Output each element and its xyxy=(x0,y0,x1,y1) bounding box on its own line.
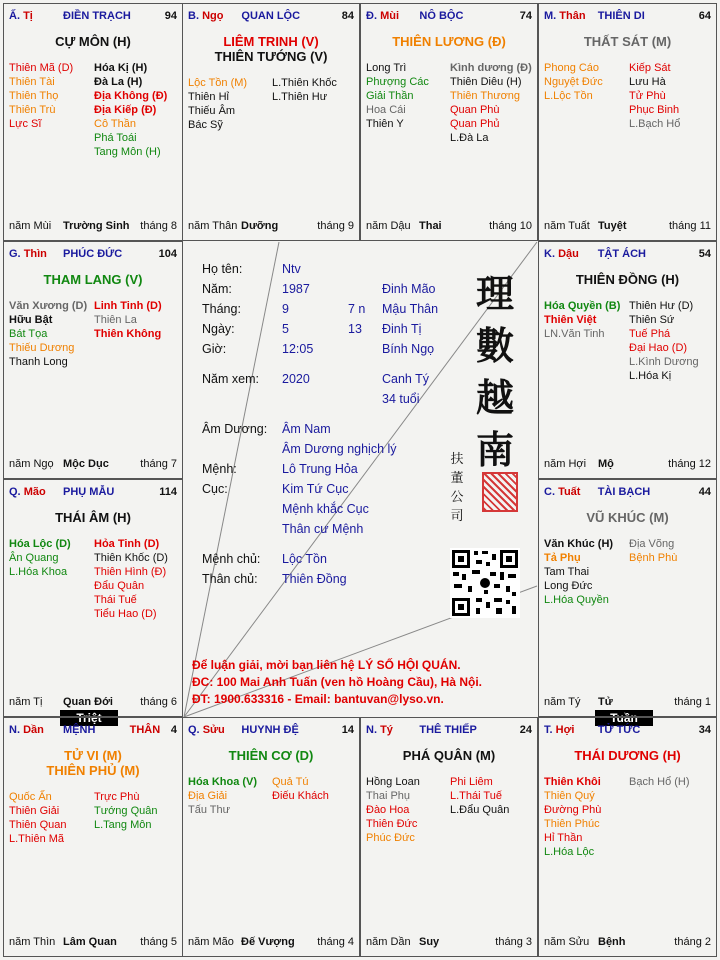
minor-stars-left xyxy=(188,76,247,132)
life-stage: Tuyệt xyxy=(598,220,627,232)
branch-label: Ấ. Tị xyxy=(9,10,33,22)
palace-name: PHỤ MẪU xyxy=(63,486,115,498)
hour-label: Giờ: xyxy=(202,342,227,356)
minor-star: Bát Tọa xyxy=(9,328,48,340)
palace-number: 114 xyxy=(159,486,177,498)
minor-star: Thiên Đức xyxy=(366,818,418,830)
calligraphy-logo xyxy=(465,268,525,476)
minor-star: Phúc Đức xyxy=(366,832,415,844)
minor-stars-left xyxy=(9,61,73,131)
minor-star: Thiên Hình (Đ) xyxy=(94,566,167,578)
main-star: THIÊN PHỦ (M) xyxy=(46,763,140,778)
minor-star: Tả Phụ xyxy=(544,552,581,564)
minor-star: Quan Phủ xyxy=(450,118,500,130)
palace-cell-ti xyxy=(360,717,538,957)
month-label: tháng 6 xyxy=(140,696,177,708)
month-label: tháng 3 xyxy=(495,936,532,948)
palace-number: 44 xyxy=(698,486,711,498)
minor-star: Thiên Không xyxy=(94,328,162,340)
life-stage: Quan Đới xyxy=(63,696,113,708)
main-star: THIÊN CƠ (D) xyxy=(228,748,314,763)
palace-footer xyxy=(544,936,711,950)
palace-footer xyxy=(188,220,354,234)
year-label: năm Thân xyxy=(188,220,238,232)
year-label: năm Hợi xyxy=(544,458,587,470)
minor-star: Lộc Tồn (M) xyxy=(188,77,248,89)
minor-star: Thiên Hỉ xyxy=(188,91,229,103)
month-label: Tháng: xyxy=(202,302,241,316)
palace-cell-tuat xyxy=(538,479,717,717)
view-year-can: Canh Tý xyxy=(382,372,430,386)
minor-star: Hỉ Thần xyxy=(544,832,583,844)
minor-star: Cô Thần xyxy=(94,118,136,130)
seal-char: 公 xyxy=(450,490,464,505)
calligraphy-char: 數 xyxy=(475,323,514,368)
main-star: TỬ VI (M) xyxy=(64,748,122,763)
minor-stars-left xyxy=(188,775,257,817)
branch-label: Q. Sửu xyxy=(188,724,225,736)
minor-star: Thái Tuế xyxy=(94,594,137,606)
life-stage: Đế Vượng xyxy=(241,936,295,948)
side-seal-text xyxy=(448,450,466,526)
minor-stars-right xyxy=(272,775,329,803)
minor-star: LN.Văn Tinh xyxy=(544,328,605,340)
branch-label: N. Tý xyxy=(366,724,393,736)
palace-footer xyxy=(544,458,711,472)
minor-stars-left xyxy=(366,775,420,845)
minor-stars-left xyxy=(544,537,613,607)
palace-number: 84 xyxy=(341,10,354,22)
calligraphy-char: 理 xyxy=(475,271,514,316)
minor-star: Lực Sĩ xyxy=(9,118,42,130)
palace-cell-thin xyxy=(3,241,183,479)
minor-star: Phượng Các xyxy=(366,76,429,88)
branch-label: Đ. Mùi xyxy=(366,10,400,22)
minor-stars-right xyxy=(629,299,699,383)
palace-number: 14 xyxy=(341,724,354,736)
life-stage: Mộc Dục xyxy=(63,458,109,470)
minor-star: Tử Phù xyxy=(629,90,666,102)
year-label: năm Thìn xyxy=(9,936,56,948)
month-label: tháng 1 xyxy=(674,696,711,708)
palace-name: TẬT ÁCH xyxy=(597,248,646,260)
minor-star: L.Đà La xyxy=(450,132,489,144)
than-chu-label: Thân chủ: xyxy=(202,572,258,586)
main-star: THÁI ÂM (H) xyxy=(55,510,131,525)
year-label: năm Ngọ xyxy=(9,458,54,470)
notice-contact: Để luận giải, mời bạn liên hệ LÝ SỐ HỘI QUÁN. xyxy=(192,658,461,672)
main-star: THÁI DƯƠNG (H) xyxy=(574,748,681,763)
minor-star: Địa Võng xyxy=(629,538,675,550)
view-year-label: Năm xem: xyxy=(202,372,259,386)
qr-code[interactable] xyxy=(450,548,520,618)
age-value: 34 tuổi xyxy=(382,392,420,406)
seal-char: 扶 xyxy=(450,452,464,467)
month-label: tháng 2 xyxy=(674,936,711,948)
minor-star: L.Bạch Hổ xyxy=(629,118,681,130)
palace-footer xyxy=(9,220,177,234)
minor-star: Trực Phù xyxy=(94,791,140,803)
life-stage: Thai xyxy=(419,220,442,232)
minor-star: Tướng Quân xyxy=(94,805,158,817)
name-value: Ntv xyxy=(282,262,301,276)
minor-star: Thiên Phúc xyxy=(544,818,600,830)
month-label: tháng 7 xyxy=(140,458,177,470)
minor-star: Địa Không (Đ) xyxy=(94,90,168,102)
minor-star: Đẩu Quân xyxy=(94,580,145,592)
minor-star: Ân Quang xyxy=(9,552,59,564)
minor-star: Hóa Kị (H) xyxy=(94,62,148,74)
minor-stars-right xyxy=(272,76,337,104)
life-stage: Mộ xyxy=(598,458,614,470)
branch-label: T. Hợi xyxy=(544,724,575,736)
minor-star: Thiên Y xyxy=(366,118,404,130)
palace-name: MỆNH xyxy=(63,724,96,736)
menh-label: Mệnh: xyxy=(202,462,237,476)
minor-star: Thai Phụ xyxy=(366,790,411,802)
year-label: năm Mão xyxy=(188,936,234,948)
seal-char: 董 xyxy=(450,471,464,486)
minor-stars-right xyxy=(629,775,690,789)
minor-star: Đường Phù xyxy=(544,804,602,816)
palace-footer xyxy=(9,936,177,950)
palace-number: 24 xyxy=(519,724,532,736)
palace-footer xyxy=(188,936,354,950)
year-label: Năm: xyxy=(202,282,232,296)
minor-star: Văn Xương (D) xyxy=(9,300,88,312)
day-value: 5 xyxy=(282,322,289,336)
minor-star: Thiên Thương xyxy=(450,90,521,102)
year-label: năm Tuất xyxy=(544,220,590,232)
minor-star: Tam Thai xyxy=(544,566,590,578)
minor-star: Hoa Cái xyxy=(366,104,406,116)
main-star: CỰ MÔN (H) xyxy=(55,34,131,49)
palace-footer xyxy=(9,458,177,472)
palace-name: PHÚC ĐỨC xyxy=(63,248,123,260)
month-label: tháng 5 xyxy=(140,936,177,948)
minor-star: Long Đức xyxy=(544,580,593,592)
minor-stars-left xyxy=(544,61,603,103)
palace-cell-dau xyxy=(538,241,717,479)
palace-cell-than xyxy=(538,3,717,241)
minor-stars-right xyxy=(450,61,532,145)
main-star: THAM LANG (V) xyxy=(43,272,143,287)
cuc-note-2: Thân cư Mệnh xyxy=(282,522,364,536)
main-star: LIÊM TRINH (V) xyxy=(223,34,319,49)
palace-cell-ty xyxy=(3,3,183,241)
palace-number: 74 xyxy=(519,10,532,22)
minor-star: Thiên Diêu (H) xyxy=(450,76,522,88)
palace-cell-suu xyxy=(182,717,360,957)
minor-star: Kình dương (Đ) xyxy=(450,62,532,74)
minor-star: L.Lộc Tồn xyxy=(544,90,593,102)
month-label: tháng 4 xyxy=(317,936,354,948)
year-label: năm Dần xyxy=(366,936,411,948)
main-star: THẤT SÁT (M) xyxy=(583,34,672,49)
minor-star: L.Hóa Kị xyxy=(629,370,672,382)
minor-star: Tiểu Hao (D) xyxy=(94,608,157,620)
minor-star: Thiên Việt xyxy=(544,314,597,326)
palace-name: HUYNH ĐỆ xyxy=(241,724,299,736)
hour-can: Bính Ngọ xyxy=(382,342,435,356)
minor-star: Thiên Tài xyxy=(9,76,55,88)
palace-cell-ngo xyxy=(182,3,360,241)
minor-stars-right xyxy=(94,61,167,159)
minor-star: L.Hóa Lộc xyxy=(544,846,595,858)
main-star: THIÊN ĐỒNG (H) xyxy=(575,272,680,287)
minor-star: L.Tang Môn xyxy=(94,819,152,831)
minor-stars-left xyxy=(9,790,66,846)
palace-name: QUAN LỘC xyxy=(241,10,301,22)
branch-label: G. Thìn xyxy=(9,248,47,260)
palace-cell-dan xyxy=(3,717,183,957)
branch-label: M. Thân xyxy=(544,10,586,22)
notice-phone-email: ĐT: 1900.633316 - Email: bantuvan@lyso.vn. xyxy=(192,692,444,706)
month-value: 9 xyxy=(282,302,289,316)
palace-name: TỬ TỨC xyxy=(597,724,641,736)
branch-label: Q. Mão xyxy=(9,486,46,498)
month-extra: 7 n xyxy=(348,302,366,316)
menh-chu-label: Mệnh chủ: xyxy=(202,552,261,566)
minor-star: Thiên Thọ xyxy=(9,90,59,102)
seal-char: 司 xyxy=(450,509,464,524)
minor-star: L.Kình Dương xyxy=(629,356,699,368)
minor-star: L.Hóa Quyền xyxy=(544,594,609,606)
year-value: 1987 xyxy=(282,282,310,296)
than-palace-name: THÂN xyxy=(129,724,161,736)
palace-name: THIÊN DI xyxy=(597,10,645,22)
palace-name: NÔ BỘC xyxy=(419,10,464,22)
minor-star: Đào Hoa xyxy=(366,804,410,816)
minor-star: Lưu Hà xyxy=(629,76,666,88)
life-stage: Trường Sinh xyxy=(63,220,130,232)
cuc-value: Kim Tứ Cục xyxy=(282,482,349,496)
minor-star: Tấu Thư xyxy=(188,804,231,816)
month-label: tháng 11 xyxy=(668,220,711,232)
minor-star: Thiên Trù xyxy=(9,104,56,116)
minor-star: Tuế Phá xyxy=(629,328,671,340)
minor-star: Văn Khúc (H) xyxy=(544,538,614,550)
minor-stars-right xyxy=(94,299,162,341)
year-label: năm Sửu xyxy=(544,936,590,948)
palace-number: 4 xyxy=(170,724,177,736)
palace-name: TÀI BẠCH xyxy=(597,486,651,498)
minor-star: Địa Giải xyxy=(188,790,228,802)
minor-star: L.Đẩu Quân xyxy=(450,804,510,816)
minor-star: Thiên La xyxy=(94,314,137,326)
minor-star: L.Thái Tuế xyxy=(450,790,502,802)
palace-cell-hoi xyxy=(538,717,717,957)
palace-cell-mui xyxy=(360,3,538,241)
minor-star: Thiên Mã (D) xyxy=(9,62,74,74)
minor-star: L.Thiên Hư xyxy=(272,91,328,103)
amduong-note: Âm Dương nghịch lý xyxy=(282,442,397,456)
minor-star: Thiên Quý xyxy=(544,790,595,802)
amduong-value: Âm Nam xyxy=(282,422,331,436)
palace-footer xyxy=(366,936,532,950)
palace-cell-mao xyxy=(3,479,183,717)
palace-name: ĐIỀN TRẠCH xyxy=(63,10,131,22)
palace-name: THÊ THIẾP xyxy=(419,724,477,736)
minor-star: Thiên Hư (D) xyxy=(629,300,694,312)
month-label: tháng 12 xyxy=(668,458,711,470)
minor-star: Hồng Loan xyxy=(366,776,420,788)
year-label: năm Tị xyxy=(9,696,43,708)
minor-star: Thiếu Âm xyxy=(188,105,236,117)
minor-star: Tang Môn (H) xyxy=(94,146,161,158)
minor-star: Thiên Quan xyxy=(9,819,67,831)
palace-footer xyxy=(544,696,711,710)
minor-star: Hóa Khoa (V) xyxy=(188,776,258,788)
minor-star: Địa Kiếp (Đ) xyxy=(94,104,157,116)
than-chu-value: Thiên Đồng xyxy=(282,572,347,586)
minor-star: Hóa Quyền (B) xyxy=(544,300,621,312)
minor-star: Long Trì xyxy=(366,62,407,74)
minor-stars-right xyxy=(629,537,677,565)
minor-star: Phong Cáo xyxy=(544,62,600,74)
branch-label: C. Tuất xyxy=(544,486,581,498)
minor-star: Thiên Khôi xyxy=(544,776,601,788)
minor-star: L.Thiên Mã xyxy=(9,833,65,845)
center-info-panel xyxy=(180,238,535,714)
minor-star: Nguyệt Đức xyxy=(544,76,603,88)
month-label: tháng 9 xyxy=(317,220,354,232)
year-label: năm Tý xyxy=(544,696,581,708)
minor-star: Quốc Ấn xyxy=(9,791,52,803)
minor-star: Quả Tú xyxy=(272,776,309,788)
life-stage: Suy xyxy=(419,936,440,948)
life-stage: Lâm Quan xyxy=(63,936,117,948)
minor-star: Kiếp Sát xyxy=(629,62,671,74)
life-stage: Dưỡng xyxy=(241,220,279,232)
branch-label: K. Dậu xyxy=(544,248,579,260)
palace-footer xyxy=(9,696,177,710)
month-label: tháng 10 xyxy=(489,220,532,232)
cuc-note: Mệnh khắc Cục xyxy=(282,502,369,516)
main-star: THIÊN TƯỚNG (V) xyxy=(214,49,328,64)
life-stage: Bệnh xyxy=(598,936,626,948)
minor-star: Bác Sỹ xyxy=(188,119,223,131)
minor-star: Điếu Khách xyxy=(272,790,329,802)
minor-stars-left xyxy=(366,61,429,131)
life-stage: Tử xyxy=(598,696,613,708)
day-label: Ngày: xyxy=(202,322,235,336)
minor-star: Bệnh Phù xyxy=(629,552,678,564)
minor-star: Hỏa Tinh (D) xyxy=(94,538,160,550)
year-label: năm Mùi xyxy=(9,220,52,232)
minor-star: Giải Thần xyxy=(366,90,414,102)
minor-stars-right xyxy=(94,790,158,832)
minor-stars-right xyxy=(94,537,168,621)
branch-label: N. Dần xyxy=(9,724,44,736)
month-label: tháng 8 xyxy=(140,220,177,232)
minor-star: L.Thiên Khốc xyxy=(272,77,337,89)
cuc-label: Cục: xyxy=(202,482,228,496)
palace-number: 94 xyxy=(164,10,177,22)
minor-star: Linh Tinh (D) xyxy=(94,300,162,312)
minor-stars-right xyxy=(629,61,680,131)
minor-star: Thiên Sứ xyxy=(629,314,675,326)
minor-star: Phá Toái xyxy=(94,132,137,144)
minor-star: Bạch Hổ (H) xyxy=(629,776,690,788)
minor-star: Quan Phù xyxy=(450,104,500,116)
minor-star: L.Hóa Khoa xyxy=(9,566,68,578)
tuan-tag: Tuần xyxy=(595,710,653,726)
main-star: PHÁ QUÂN (M) xyxy=(402,748,496,763)
branch-label: B. Ngọ xyxy=(188,10,224,22)
year-label: năm Dậu xyxy=(366,220,411,232)
year-can: Đinh Mão xyxy=(382,282,436,296)
minor-star: Phục Binh xyxy=(629,104,680,116)
day-can: Đinh Tị xyxy=(382,322,422,336)
menh-chu-value: Lộc Tồn xyxy=(282,552,327,566)
main-star: THIÊN LƯƠNG (Đ) xyxy=(392,34,506,49)
minor-star: Đà La (H) xyxy=(94,76,143,88)
palace-number: 54 xyxy=(698,248,711,260)
month-can: Mậu Thân xyxy=(382,302,439,316)
minor-star: Đại Hao (D) xyxy=(629,342,688,354)
view-year-value: 2020 xyxy=(282,372,310,386)
hour-value: 12:05 xyxy=(282,342,314,356)
minor-star: Phi Liêm xyxy=(450,776,493,788)
menh-value: Lô Trung Hỏa xyxy=(282,462,358,476)
palace-footer xyxy=(366,220,532,234)
palace-number: 64 xyxy=(698,10,711,22)
day-lunar: 13 xyxy=(348,322,362,336)
minor-star: Thiên Giải xyxy=(9,805,60,817)
triet-tag: Triệt xyxy=(60,710,118,726)
amduong-label: Âm Dương: xyxy=(202,422,268,436)
palace-footer xyxy=(544,220,711,234)
minor-star: Hữu Bật xyxy=(9,314,53,326)
calligraphy-char: 南 xyxy=(475,427,514,472)
red-seal-stamp xyxy=(482,472,518,512)
palace-number: 104 xyxy=(158,248,177,260)
minor-star: Thanh Long xyxy=(9,356,68,368)
minor-stars-left xyxy=(9,299,87,369)
main-star: VŨ KHÚC (M) xyxy=(586,510,669,525)
name-label: Họ tên: xyxy=(202,262,243,276)
minor-star: Thiên Khốc (D) xyxy=(94,552,168,564)
minor-stars-left xyxy=(544,299,620,341)
minor-star: Thiếu Dương xyxy=(9,342,75,354)
minor-stars-left xyxy=(9,537,71,579)
notice-address: ĐC: 100 Mai Anh Tuấn (ven hồ Hoàng Cầu), Hà Nội. xyxy=(192,675,483,689)
minor-stars-left xyxy=(544,775,601,859)
calligraphy-char: 越 xyxy=(475,375,514,420)
palace-number: 34 xyxy=(698,724,711,736)
minor-star: Hóa Lộc (D) xyxy=(9,538,71,550)
minor-stars-right xyxy=(450,775,509,817)
